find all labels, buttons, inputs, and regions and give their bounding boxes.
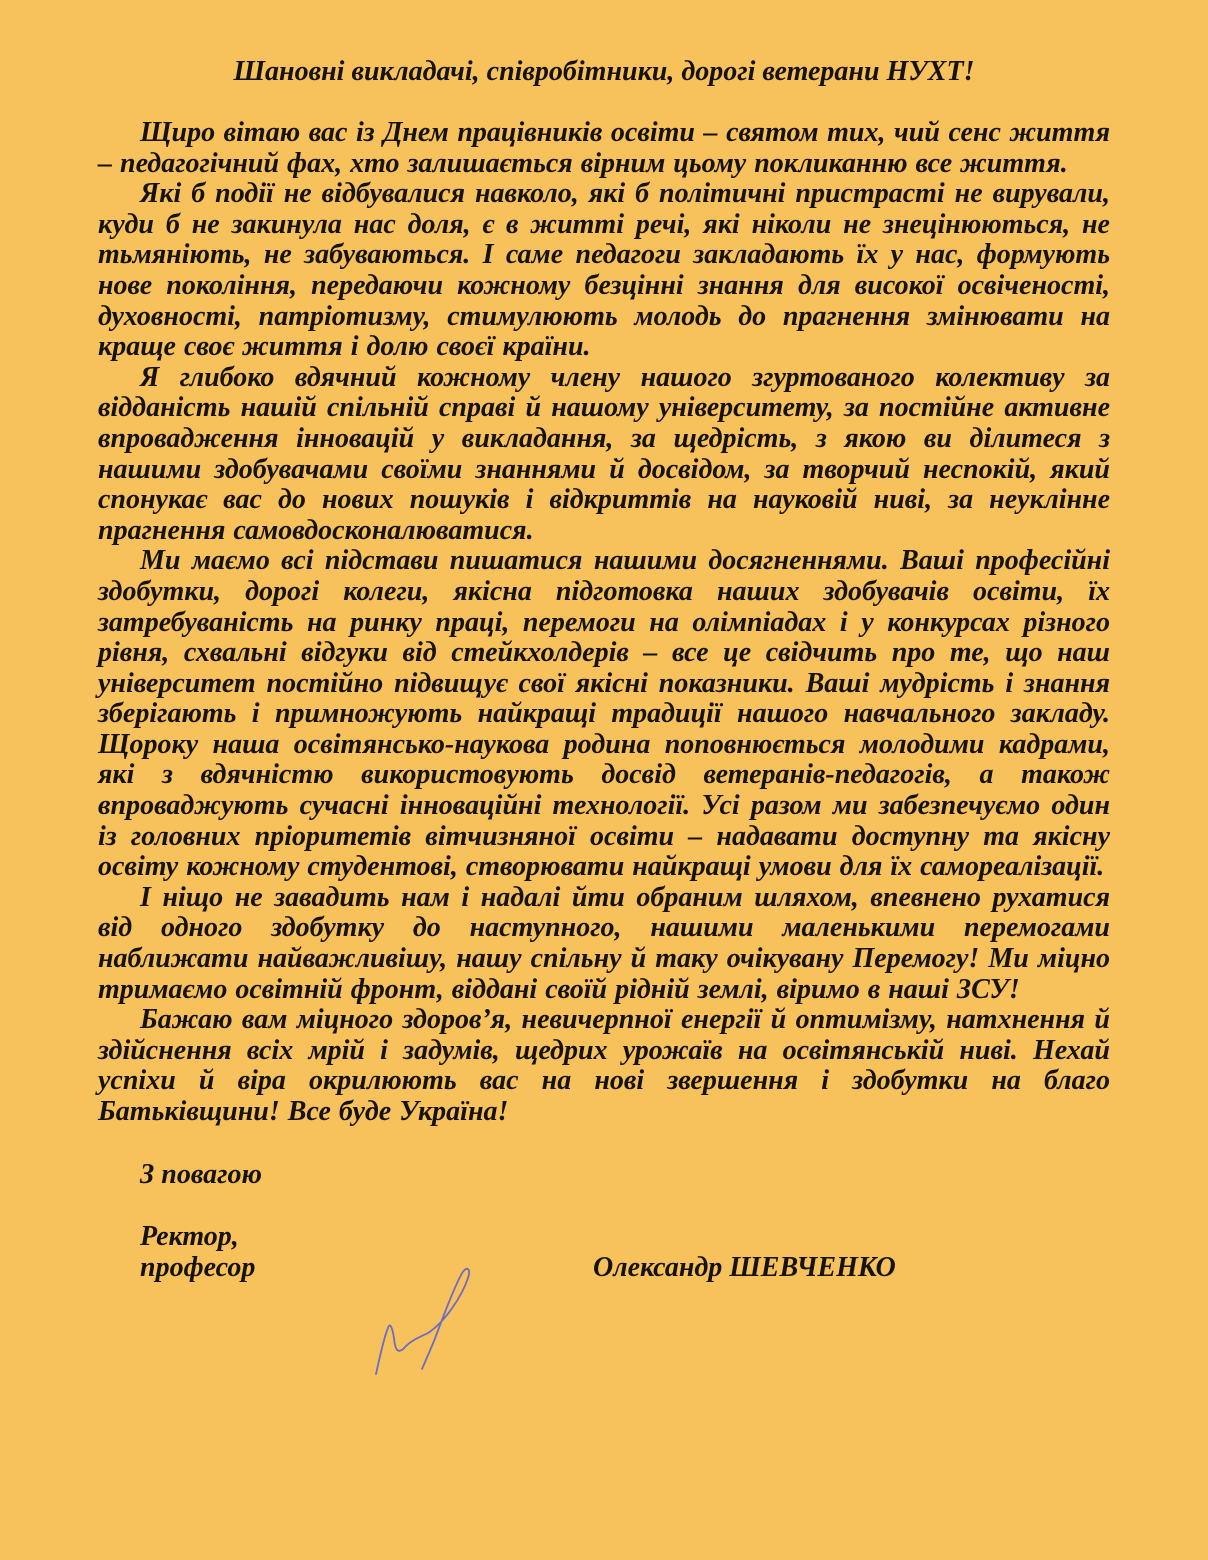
letter-paragraph-1: Щиро вітаю вас із Днем працівників освіти – святом тих, чий сенс життя – педагогічний фах, хто залишається вірним цьому покликанню все життя.	[98, 117, 1110, 179]
signer-name: Олександр ШЕВЧЕНКО	[593, 1251, 896, 1283]
letter-paragraph-3: Я глибоко вдячний кожному члену нашого згуртованого колективу за відданість нашій спільній справі й нашому університету, за постійне активне впровадження інновацій у викладання, за щедрість, з якою ви ділитеся з нашими здобувачами своїми знаннями й досвідом, за творчий неспокій, який спонукає вас до нових пошуків і відкриттів на науковій ниві, за неуклінне прагнення самовдосконалюватися.	[98, 361, 1110, 546]
letter-paragraph-6: Бажаю вам міцного здоров’я, невичерпної енергії й оптимізму, натхнення й здійснення всіх мрій і задумів, щедрих урожаїв на освітянській ниві. Нехай успіхи й віра окрилюють вас на нові звершення і здобутки на благо Батьківщини! Все буде Україна!	[98, 1004, 1110, 1127]
letter-title: Шановні викладачі, співробітники, дорогі ветерани НУХТ!	[233, 56, 975, 87]
letter-paragraph-2: Які б події не відбувалися навколо, які б політичні пристрасті не вирували, куди б не закинула нас доля, є в житті речі, які ніколи не знецінюються, не тьмяніють, не забуваються. І саме педагоги закладають їх у нас, формують нове покоління, передаючи кожному безцінні знання для високої освіченості, духовності, патріотизму, стимулюють молодь до прагнення змінювати на краще своє життя і долю своєї країни.	[98, 178, 1110, 363]
closing-salutation: З повагою	[140, 1158, 262, 1190]
letter-paragraph-4: Ми маємо всі підстави пишатися нашими досягненнями. Ваші професійні здобутки, дорогі колеги, якісна підготовка наших здобувачів освіти, їх затребуваність на ринку праці, перемоги на олімпіадах і у конкурсах різного рівня, схвальні відгуки від стейкхолдерів – все це свідчить про те, що наш університет постійно підвищує свої якісні показники. Ваші мудрість і знання зберігають і примножують найкращі традиції нашого навчального закладу. Щороку наша освітянсько-наукова родина поповнюється молодими кадрами, які з вдячністю використовують досвід ветеранів-педагогів, а також впроваджують сучасні інноваційні технології. Усі разом ми забезпечуємо один із головних пріоритетів вітчизняної освіти – надавати доступну та якісну освіту кожному студентові, створювати найкращі умови для їх самореалізації.	[98, 545, 1110, 883]
letter-paragraph-5: І ніщо не завадить нам і надалі йти обраним шляхом, впевнено рухатися від одного здобутку до наступного, нашими маленькими перемогами наближати найважливішу, нашу спільну й таку очікувану Перемогу! Ми міцно тримаємо освітній фронт, віддані своїй рідній землі, віримо в наші ЗСУ!	[98, 881, 1110, 1005]
letter-body	[98, 118, 1110, 1128]
signature-row	[98, 1252, 1110, 1283]
signer-role-line1: Ректор,	[140, 1220, 239, 1252]
signer-role-line2: професор	[140, 1251, 256, 1283]
closing-block	[98, 1159, 1110, 1283]
signature-icon	[366, 1258, 484, 1384]
